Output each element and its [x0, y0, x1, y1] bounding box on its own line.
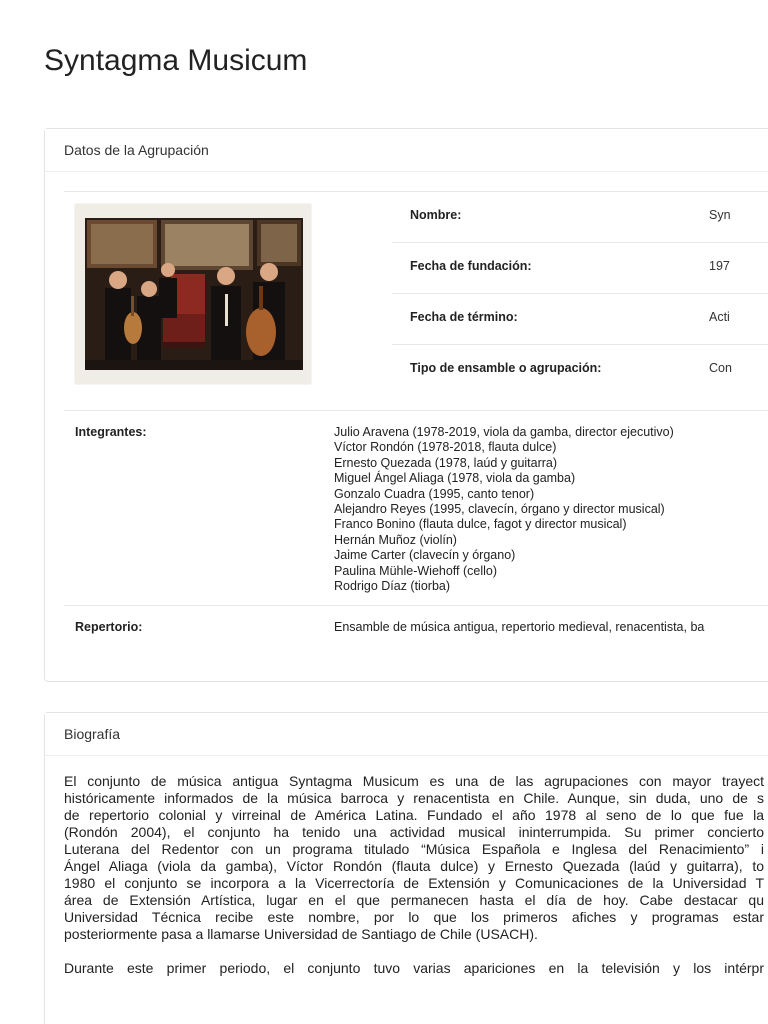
list-item: Víctor Rondón (1978-2018, flauta dulce)	[334, 440, 557, 455]
info-row-fecha-termino	[392, 294, 768, 345]
member-list	[334, 425, 674, 594]
list-item: Jaime Carter (clavecín y órgano)	[334, 548, 516, 563]
repertorio-value: Ensamble de música antigua, repertorio medieval, renacentista, ba	[334, 620, 705, 634]
list-item: Rodrigo Díaz (tiorba)	[334, 579, 451, 594]
list-item: Julio Aravena (1978-2019, viola da gamba, director ejecutivo)	[334, 425, 674, 439]
biography-paragraph	[64, 773, 768, 943]
integrantes-value	[334, 425, 674, 594]
biography-line: El conjunto de música antigua Syntagma Musicum es una de las agrupaciones con mayor trayect	[64, 773, 764, 789]
biography-line: de repertorio colonial y virreinal de América Latina. Fundado el año 1978 al seno de lo que fue la	[64, 807, 764, 823]
list-item: Hernán Muñoz (violín)	[334, 532, 457, 547]
biography-line: Luterana del Redentor con un programa titulado “Música Española e Inglesa del Renacimiento” i	[64, 841, 764, 857]
info-row-fecha-fundacion	[392, 243, 768, 294]
panel-datos-agrupacion	[44, 128, 768, 682]
biography-paragraph	[64, 960, 768, 977]
panel-heading-biografia: Biografía	[45, 713, 768, 756]
panel-heading-datos: Datos de la Agrupación	[45, 129, 768, 172]
panel-biografia	[44, 712, 768, 1024]
nombre-value: Syn	[709, 208, 731, 222]
biography-line: históricamente informados de la música barroca y renacentista en Chile. Aunque, sin duda, uno de s	[64, 790, 764, 806]
repertorio-label: Repertorio:	[75, 620, 143, 634]
repertorio-row	[64, 605, 768, 646]
integrantes-label: Integrantes:	[75, 425, 147, 439]
info-row-tipo-ensamble	[392, 345, 768, 395]
fecha-termino-label: Fecha de término:	[410, 310, 518, 324]
list-item: Miguel Ángel Aliaga (1978, viola da gamba)	[334, 471, 576, 486]
tipo-ensamble-value: Con	[709, 361, 732, 375]
list-item: Gonzalo Cuadra (1995, canto tenor)	[334, 486, 535, 501]
list-item: Ernesto Quezada (1978, laúd y guitarra)	[334, 455, 558, 470]
page-title: Syntagma Musicum	[44, 44, 308, 77]
list-item: Franco Bonino (flauta dulce, fagot y director musical)	[334, 517, 627, 532]
ensemble-photo-icon	[75, 204, 311, 384]
biography-line: 1980 el conjunto se incorpora a la Vicerrectoría de Extensión y Comunicaciones de la Universidad T	[64, 875, 764, 891]
biography-text	[64, 773, 768, 994]
biography-line: Durante este primer periodo, el conjunto tuvo varias apariciones en la televisión y los intérpr	[64, 960, 764, 976]
list-item: Paulina Mühle-Wiehoff (cello)	[334, 563, 498, 578]
nombre-label: Nombre:	[410, 208, 462, 222]
biography-line: Ángel Aliaga (viola da gamba), Víctor Rondón (flauta dulce) y Ernesto Quezada (laúd y guitarra), to	[64, 858, 764, 874]
fecha-termino-value: Acti	[709, 310, 730, 324]
ensemble-photo	[75, 204, 311, 384]
biography-line: (Rondón 2004), el conjunto ha tenido una actividad musical ininterrumpida. Su primer concierto	[64, 824, 764, 840]
biography-line: posteriormente pasa a llamarse Universidad de Santiago de Chile (USACH).	[64, 926, 538, 942]
list-item: Alejandro Reyes (1995, clavecín, órgano y director musical)	[334, 502, 665, 517]
fecha-fundacion-value: 197	[709, 259, 730, 273]
biography-line: Universidad Técnica recibe este nombre, por lo que los primeros afiches y programas estar	[64, 909, 764, 925]
biography-line: área de Extensión Artística, lugar en el que permanecen hasta el día de hoy. Cabe destacar qu	[64, 892, 764, 908]
ensemble-summary	[64, 191, 768, 410]
info-row-nombre	[392, 192, 768, 243]
fecha-fundacion-label: Fecha de fundación:	[410, 259, 532, 273]
tipo-ensamble-label: Tipo de ensamble o agrupación:	[410, 361, 602, 375]
integrantes-row	[64, 410, 768, 605]
